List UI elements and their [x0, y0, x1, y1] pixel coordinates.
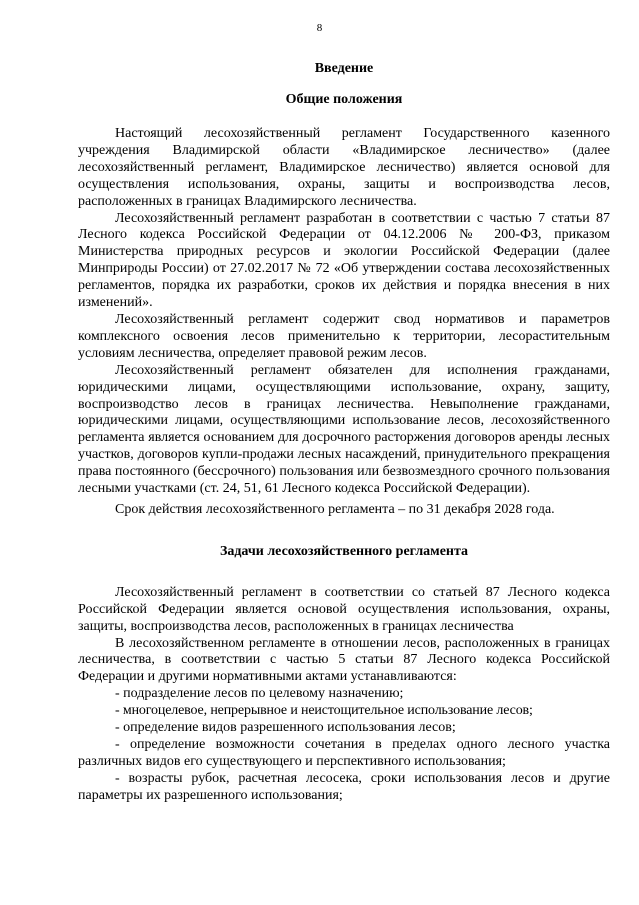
paragraph-general-4: Лесохозяйственный регламент обязателен для исполнения гражданами, юридическими лицами, осуществляющими использование, охрану, защиту, воспроизводство лесов в границах лесничества. Невыполнение гражданами, юридическими лицами, осуществляющими использование лесов, лесохозяйственного регламента является основанием для досрочного расторжения договоров аренды лесных участков, договоров купли-продажи лесных насаждений, принудительного прекращения права постоянного (бессрочного) пользования или безвозмездного срочного пользования лесными участками (ст. 24, 51, 61 Лесного кодекса Российской Федерации). [78, 362, 610, 497]
heading-general-provisions: Общие положения [285, 92, 403, 107]
paragraph-validity-term: Срок действия лесохозяйственного регламента – по 31 декабря 2028 года. [115, 501, 555, 517]
list-item: - определение видов разрешенного использования лесов; [115, 720, 456, 736]
paragraph-tasks-2: В лесохозяйственном регламенте в отношении лесов, расположенных в границах лесничества, в соответствии с частью 5 статьи 87 Лесного кодекса Российской Федерации и другими нормативными актами устанавливаются: [78, 635, 610, 685]
list-item: - возрасты рубок, расчетная лесосека, сроки использования лесов и другие параметры их разрешенного использования; [78, 770, 610, 803]
heading-introduction: Введение [314, 61, 374, 76]
paragraph-general-3: Лесохозяйственный регламент содержит свод нормативов и параметров комплексного освоения лесов применительно к территории, лесорастительным условиям лесничества, определяет правовой режим лесов. [78, 311, 610, 361]
list-item: - определение возможности сочетания в пределах одного лесного участка различных видов его существующего и перспективного использования; [78, 737, 610, 769]
paragraph-tasks-1: Лесохозяйственный регламент в соответствии со статьей 87 Лесного кодекса Российской Федерации является основой осуществления использования, охраны, защиты, воспроизводства лесов, расположенных в границах лесничества [78, 584, 610, 634]
page-content [78, 60, 610, 805]
list-item: - подразделение лесов по целевому назначению; [115, 686, 404, 702]
list-item: - многоцелевое, непрерывное и неистощительное использование лесов; [115, 703, 533, 719]
paragraph-general-2: Лесохозяйственный регламент разработан в соответствии с частью 7 статьи 87 Лесного кодекса Российской Федерации от 04.12.2006 № 200-ФЗ, приказом Министерства природных ресурсов и экологии Российской Федерации (далее Минприроды России) от 27.02.2017 № 72 «Об утверждении состава лесохозяйственных регламентов, порядка их разработки, сроков их действия и порядка внесения в них изменений». [78, 210, 610, 311]
heading-regulation-tasks: Задачи лесохозяйственного регламента [219, 543, 469, 559]
paragraph-general-1: Настоящий лесохозяйственный регламент Государственного казенного учреждения Владимирской области «Владимирское лесничество» (далее лесохозяйственный регламент, Владимирское лесничество) является основой для осуществления использования, охраны, защиты и воспроизводства лесов, расположенных в границах Владимирского лесничества. [78, 126, 610, 209]
page-number: 8 [316, 22, 323, 34]
